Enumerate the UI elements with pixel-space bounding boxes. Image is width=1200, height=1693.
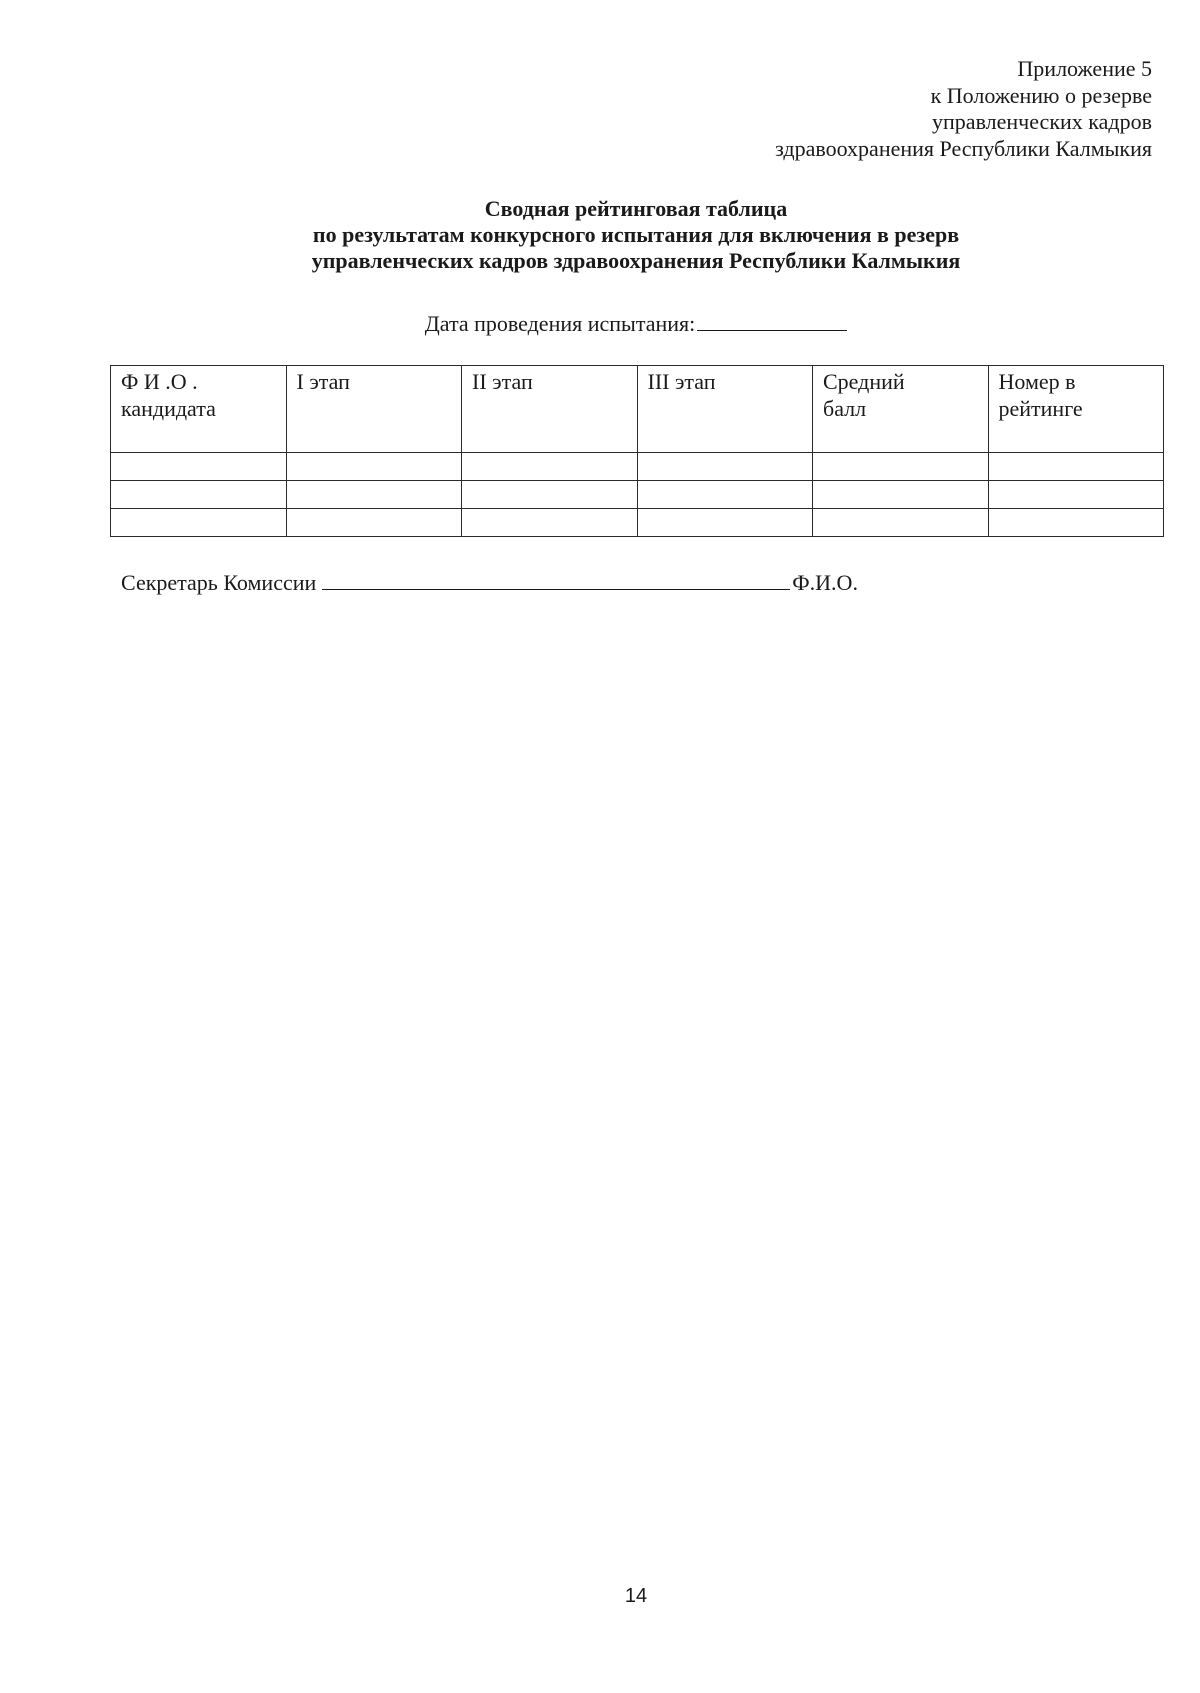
header-text: I этап (296, 369, 350, 394)
document-title (0, 196, 1200, 274)
table-cell (462, 453, 638, 481)
appendix-line: к Положению о резерве (930, 82, 1152, 108)
table-cell (637, 453, 813, 481)
title-line: Сводная рейтинговая таблица (484, 196, 788, 221)
title-line: по результатам конкурсного испытания для включения в резерв (312, 222, 960, 247)
header-candidate-name (111, 366, 287, 453)
table-row (111, 481, 1164, 509)
table-cell (813, 481, 989, 509)
header-text: балл (823, 396, 867, 421)
table-row (111, 453, 1164, 481)
table-cell (111, 453, 287, 481)
table-row (111, 509, 1164, 537)
header-stage-1 (286, 366, 462, 453)
header-rating-number (988, 366, 1164, 453)
title-line: управленческих кадров здравоохранения Республики Калмыкия (311, 248, 961, 273)
appendix-line: здравоохранения Республики Калмыкия (775, 135, 1152, 161)
table-cell (637, 481, 813, 509)
table-cell (111, 481, 287, 509)
table-cell (637, 509, 813, 537)
table-cell (988, 481, 1164, 509)
table-cell (111, 509, 287, 537)
header-text: Средний (823, 369, 905, 394)
header-text: кандидата (121, 396, 216, 421)
table-cell (286, 481, 462, 509)
table-cell (462, 509, 638, 537)
test-date-line (0, 310, 1200, 337)
header-text: рейтинге (998, 396, 1083, 421)
header-average-score (813, 366, 989, 453)
table-cell (813, 509, 989, 537)
header-text: III этап (647, 369, 716, 394)
signature-name-suffix: Ф.И.О. (792, 570, 858, 595)
appendix-header (775, 56, 1152, 162)
appendix-line: Приложение 5 (1017, 56, 1152, 81)
header-stage-2 (462, 366, 638, 453)
table-cell (988, 453, 1164, 481)
rating-table (110, 365, 1164, 537)
table-cell (988, 509, 1164, 537)
table-cell (286, 453, 462, 481)
secretary-signature-line (121, 567, 858, 596)
secretary-label: Секретарь Комиссии (121, 570, 317, 595)
appendix-line: управленческих кадров (932, 109, 1152, 134)
header-text: Номер в (998, 369, 1076, 394)
page-number: 14 (624, 1585, 648, 1607)
header-text: II этап (472, 369, 533, 394)
table-cell (813, 453, 989, 481)
table-cell (462, 481, 638, 509)
signature-blank (322, 567, 790, 590)
table-header-row (111, 366, 1164, 453)
test-date-blank (697, 310, 847, 331)
header-stage-3 (637, 366, 813, 453)
header-text: Ф И .О . (121, 369, 198, 394)
test-date-label: Дата проведения испытания: (424, 311, 696, 336)
table-cell (286, 509, 462, 537)
